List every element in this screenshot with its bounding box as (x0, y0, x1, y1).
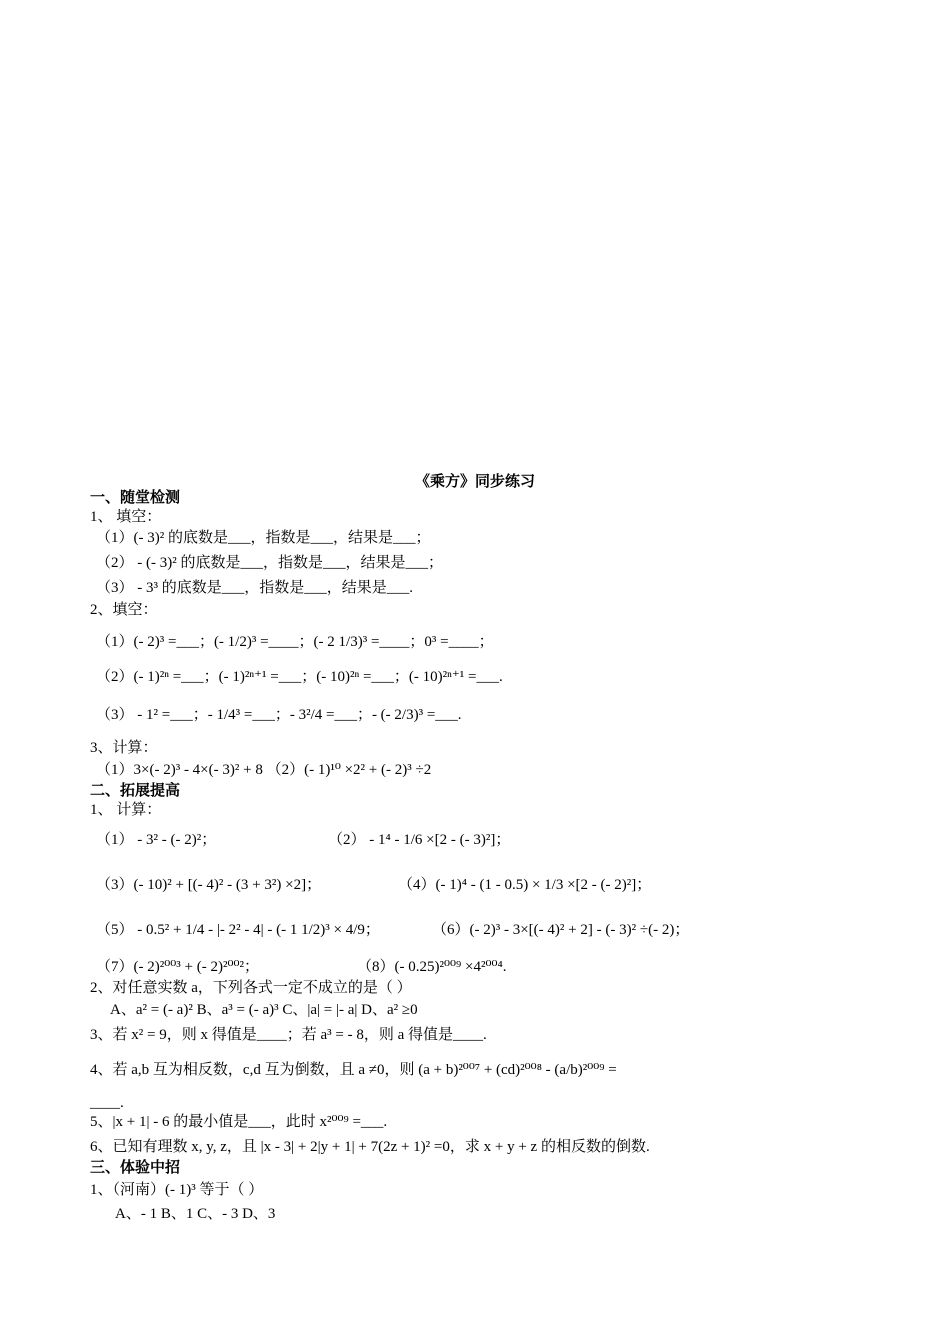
question-line: （3） - 3³ 的底数是___，指数是___，结果是___. (96, 580, 413, 596)
question-line: （4）(- 1)⁴ - (1 - 0.5) × 1/3 ×[2 - (- 2)²]； (398, 877, 652, 893)
question-line: （7）(- 2)²⁰⁰³ + (- 2)²⁰⁰²； (96, 959, 259, 975)
question-line: （6）(- 2)³ - 3×[(- 4)² + 2] - (- 3)² ÷(- 2)； (432, 922, 690, 938)
question-line: （2） - (- 3)² 的底数是___，指数是___，结果是___； (96, 555, 443, 571)
question-line: （1）(- 3)² 的底数是___，指数是___，结果是___； (96, 530, 431, 546)
question-line: 6、已知有理数 x, y, z，且 |x - 3| + 2|y + 1| + 7(2z + 1)² =0，求 x + y + z 的相反数的倒数. (90, 1139, 650, 1155)
answer-options: A、- 1 B、1 C、- 3 D、3 (115, 1206, 276, 1222)
question-line: 3、计算： (90, 740, 158, 756)
question-line: （1）3×(- 2)³ - 4×(- 3)² + 8 （2）(- 1)¹⁰ ×2² + (- 2)³ ÷2 (96, 762, 432, 778)
question-line: （8）(- 0.25)²⁰⁰⁹ ×4²⁰⁰⁴. (357, 959, 507, 975)
question-line: （3） - 1² =___；- 1/4³ =___；- 3²/4 =___；- (- 2/3)³ =___. (96, 707, 462, 723)
question-line: （5） - 0.5² + 1/4 - |- 2² - 4| - (- 1 1/2)³ × 4/9； (96, 922, 380, 938)
section-heading-2: 二、拓展提高 (90, 783, 181, 799)
question-line: 3、若 x² = 9，则 x 得值是____；若 a³ = - 8，则 a 得值是____. (90, 1027, 487, 1043)
question-line: （1）(- 2)³ =___；(- 1/2)³ =____；(- 2 1/3)³ =____；0³ =____； (96, 634, 494, 650)
question-line: （3）(- 10)² + [(- 4)² - (3 + 3²) ×2]； (96, 877, 322, 893)
question-line: 1、 填空： (90, 509, 162, 525)
question-line: 2、对任意实数 a，下列各式一定不成立的是（ ） (90, 980, 412, 996)
question-line: （1） - 3² - (- 2)²； (96, 832, 217, 848)
question-line: 1、 计算： (90, 802, 162, 818)
page-title: 《乘方》同步练习 (414, 474, 535, 490)
question-line: 5、|x + 1| - 6 的最小值是___，此时 x²⁰⁰⁹ =___. (90, 1114, 388, 1130)
question-line: （2） - 1⁴ - 1/6 ×[2 - (- 3)²]； (328, 832, 511, 848)
section-heading-1: 一、随堂检测 (90, 490, 181, 506)
question-line: 2、填空： (90, 602, 158, 618)
answer-options: A、a² = (- a)² B、a³ = (- a)³ C、|a| = |- a| D、a² ≥0 (110, 1002, 418, 1018)
question-line: 1、（河南）(- 1)³ 等于（ ） (90, 1182, 264, 1198)
question-line: ____. (90, 1095, 124, 1111)
section-heading-3: 三、体验中招 (90, 1160, 181, 1176)
question-line: （2）(- 1)²ⁿ =___；(- 1)²ⁿ⁺¹ =___；(- 10)²ⁿ =___；(- 10)²ⁿ⁺¹ =___. (96, 669, 503, 685)
question-line: 4、若 a,b 互为相反数，c,d 互为倒数，且 a ≠0，则 (a + b)²⁰⁰⁷ + (cd)²⁰⁰⁸ - (a/b)²⁰⁰⁹ = (90, 1062, 617, 1078)
